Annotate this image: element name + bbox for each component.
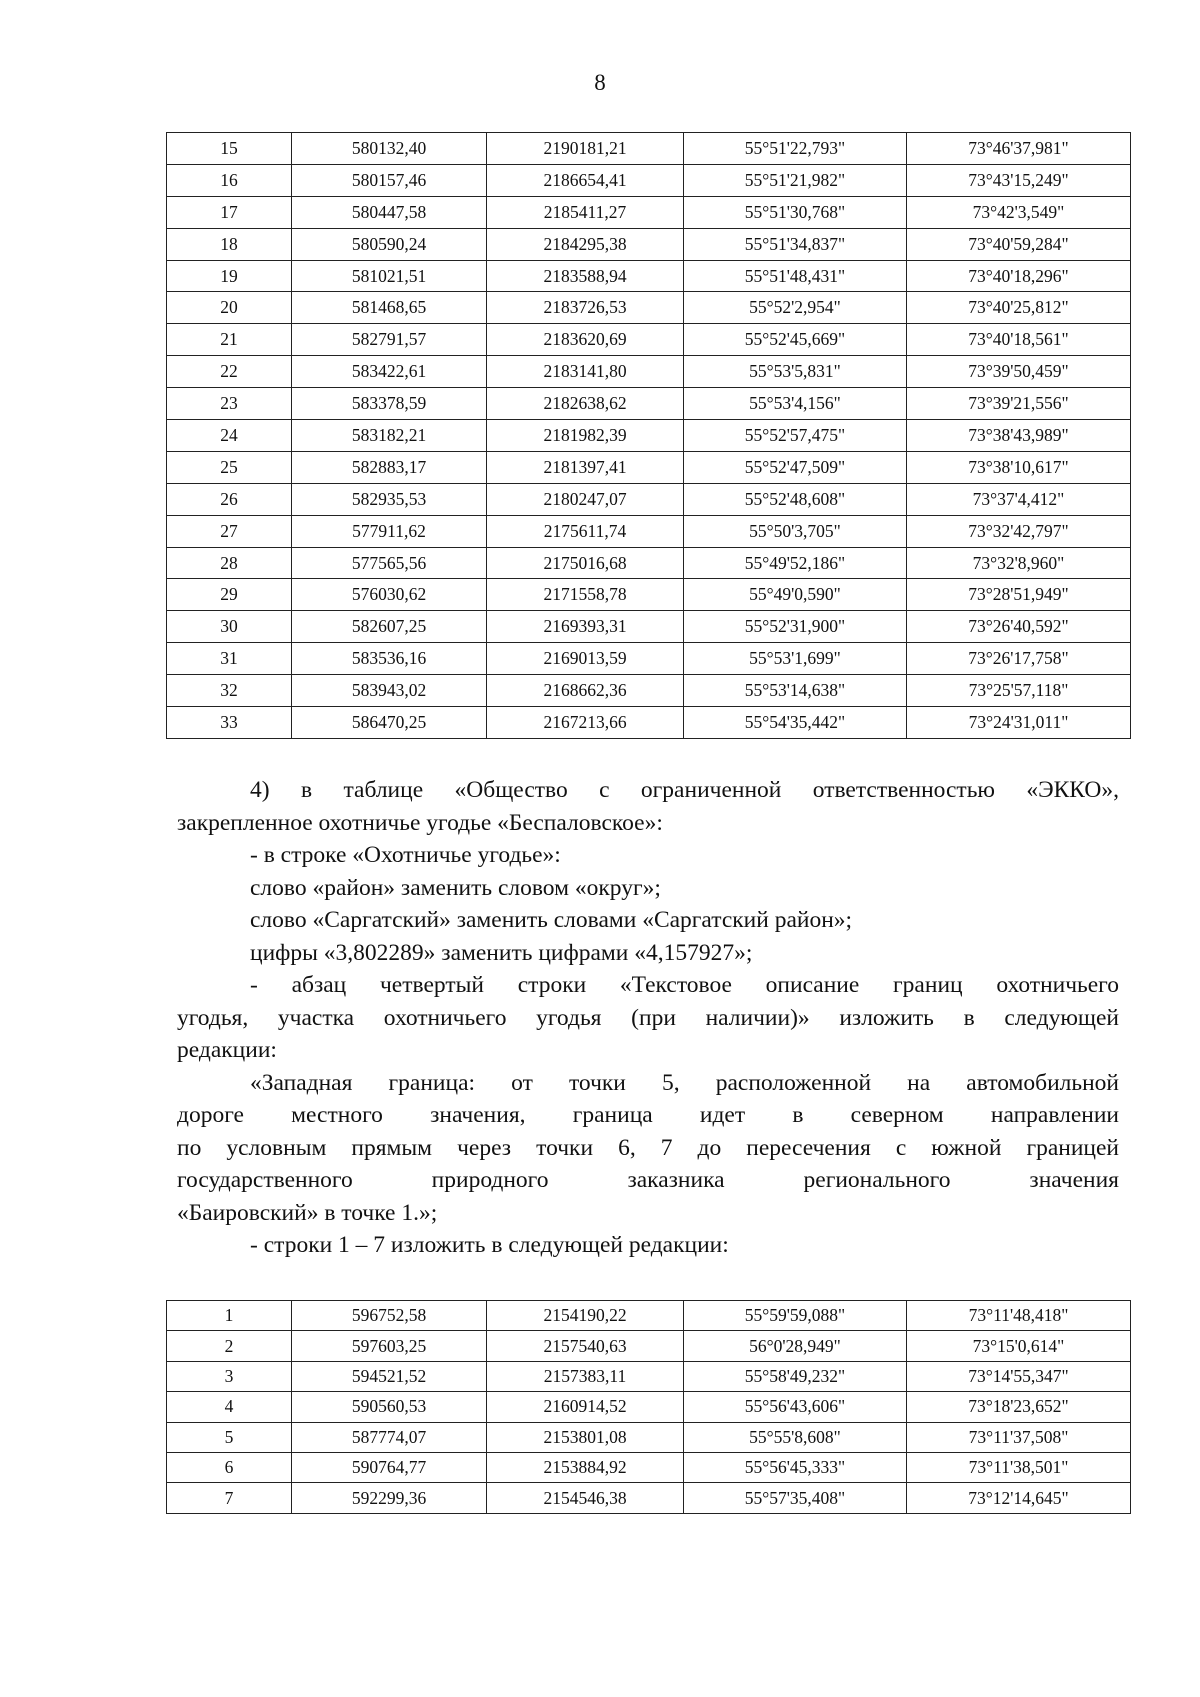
x-coordinate-cell: 580132,40 (292, 133, 487, 165)
latitude-cell: 55°53'14,638" (684, 675, 907, 707)
longitude-cell: 73°18'23,652" (907, 1392, 1131, 1422)
latitude-cell: 55°51'30,768" (684, 196, 907, 228)
longitude-cell: 73°42'3,549" (907, 196, 1131, 228)
table-row (167, 388, 1131, 420)
x-coordinate-cell: 581021,51 (292, 260, 487, 292)
y-coordinate-cell: 2180247,07 (487, 483, 684, 515)
text-line: 4) в таблице «Общество с ограниченной ответственностью «ЭККО», (250, 777, 1119, 803)
table-row (167, 260, 1131, 292)
x-coordinate-cell: 586470,25 (292, 707, 487, 739)
longitude-cell: 73°46'37,981" (907, 133, 1131, 165)
latitude-cell: 55°56'45,333" (684, 1452, 907, 1482)
y-coordinate-cell: 2185411,27 (487, 196, 684, 228)
x-coordinate-cell: 582935,53 (292, 483, 487, 515)
x-coordinate-cell: 594521,52 (292, 1361, 487, 1391)
coordinates-table-bottom (166, 1300, 1131, 1514)
x-coordinate-cell: 597603,25 (292, 1331, 487, 1361)
longitude-cell: 73°26'40,592" (907, 611, 1131, 643)
longitude-cell: 73°32'42,797" (907, 515, 1131, 547)
latitude-cell: 55°52'57,475" (684, 420, 907, 452)
y-coordinate-cell: 2157383,11 (487, 1361, 684, 1391)
x-coordinate-cell: 576030,62 (292, 579, 487, 611)
y-coordinate-cell: 2153801,08 (487, 1422, 684, 1452)
point-number-cell: 19 (167, 260, 292, 292)
latitude-cell: 55°58'49,232" (684, 1361, 907, 1391)
text-line: цифры «3,802289» заменить цифрами «4,157927»; (250, 939, 753, 966)
longitude-cell: 73°39'50,459" (907, 356, 1131, 388)
longitude-cell: 73°39'21,556" (907, 388, 1131, 420)
latitude-cell: 56°0'28,949" (684, 1331, 907, 1361)
y-coordinate-cell: 2184295,38 (487, 228, 684, 260)
table-row (167, 643, 1131, 675)
x-coordinate-cell: 583422,61 (292, 356, 487, 388)
y-coordinate-cell: 2183141,80 (487, 356, 684, 388)
point-number-cell: 7 (167, 1483, 292, 1513)
latitude-cell: 55°59'59,088" (684, 1301, 907, 1331)
longitude-cell: 73°11'37,508" (907, 1422, 1131, 1452)
longitude-cell: 73°38'10,617" (907, 451, 1131, 483)
x-coordinate-cell: 592299,36 (292, 1483, 487, 1513)
x-coordinate-cell: 587774,07 (292, 1422, 487, 1452)
paragraph (177, 904, 1119, 937)
point-number-cell: 17 (167, 196, 292, 228)
amendment-text (177, 774, 1119, 1262)
x-coordinate-cell: 582883,17 (292, 451, 487, 483)
x-coordinate-cell: 583182,21 (292, 420, 487, 452)
y-coordinate-cell: 2169393,31 (487, 611, 684, 643)
point-number-cell: 6 (167, 1452, 292, 1482)
latitude-cell: 55°49'52,186" (684, 547, 907, 579)
text-line: дороге местного значения, граница идет в северном направлении (177, 1102, 1119, 1128)
y-coordinate-cell: 2181982,39 (487, 420, 684, 452)
point-number-cell: 23 (167, 388, 292, 420)
text-line: «Западная граница: от точки 5, расположенной на автомобильной (250, 1069, 1119, 1096)
latitude-cell: 55°49'0,590" (684, 579, 907, 611)
point-number-cell: 27 (167, 515, 292, 547)
point-number-cell: 1 (167, 1301, 292, 1331)
longitude-cell: 73°11'38,501" (907, 1452, 1131, 1482)
longitude-cell: 73°37'4,412" (907, 483, 1131, 515)
paragraph (177, 872, 1119, 905)
text-line: слово «Саргатский» заменить словами «Саргатский район»; (250, 907, 853, 933)
x-coordinate-cell: 580157,46 (292, 164, 487, 196)
point-number-cell: 33 (167, 707, 292, 739)
y-coordinate-cell: 2175016,68 (487, 547, 684, 579)
table-row (167, 515, 1131, 547)
paragraph (177, 969, 1119, 1002)
y-coordinate-cell: 2171558,78 (487, 579, 684, 611)
longitude-cell: 73°38'43,989" (907, 420, 1131, 452)
latitude-cell: 55°53'4,156" (684, 388, 907, 420)
table-row (167, 164, 1131, 196)
longitude-cell: 73°11'48,418" (907, 1301, 1131, 1331)
point-number-cell: 3 (167, 1361, 292, 1391)
text-line: закрепленное охотничье угодье «Беспаловское»: (177, 809, 663, 836)
page-number: 8 (594, 70, 606, 95)
y-coordinate-cell: 2181397,41 (487, 451, 684, 483)
x-coordinate-cell: 596752,58 (292, 1301, 487, 1331)
point-number-cell: 2 (167, 1331, 292, 1361)
y-coordinate-cell: 2182638,62 (487, 388, 684, 420)
longitude-cell: 73°25'57,118" (907, 675, 1131, 707)
point-number-cell: 4 (167, 1392, 292, 1422)
x-coordinate-cell: 582791,57 (292, 324, 487, 356)
longitude-cell: 73°40'59,284" (907, 228, 1131, 260)
longitude-cell: 73°28'51,949" (907, 579, 1131, 611)
point-number-cell: 21 (167, 324, 292, 356)
point-number-cell: 18 (167, 228, 292, 260)
table-row (167, 133, 1131, 165)
paragraph (177, 839, 1119, 872)
table-row (167, 451, 1131, 483)
latitude-cell: 55°56'43,606" (684, 1392, 907, 1422)
text-line: - строки 1 – 7 изложить в следующей редакции: (250, 1232, 729, 1258)
table-row (167, 579, 1131, 611)
latitude-cell: 55°52'45,669" (684, 324, 907, 356)
text-line: слово «район» заменить словом «округ»; (250, 874, 661, 901)
y-coordinate-cell: 2183588,94 (487, 260, 684, 292)
point-number-cell: 5 (167, 1422, 292, 1452)
x-coordinate-cell: 590764,77 (292, 1452, 487, 1482)
latitude-cell: 55°53'1,699" (684, 643, 907, 675)
table-row (167, 675, 1131, 707)
paragraph (177, 807, 1119, 840)
longitude-cell: 73°40'18,561" (907, 324, 1131, 356)
latitude-cell: 55°52'2,954" (684, 292, 907, 324)
point-number-cell: 30 (167, 611, 292, 643)
point-number-cell: 25 (167, 451, 292, 483)
longitude-cell: 73°14'55,347" (907, 1361, 1131, 1391)
point-number-cell: 22 (167, 356, 292, 388)
y-coordinate-cell: 2175611,74 (487, 515, 684, 547)
longitude-cell: 73°32'8,960" (907, 547, 1131, 579)
y-coordinate-cell: 2169013,59 (487, 643, 684, 675)
x-coordinate-cell: 580447,58 (292, 196, 487, 228)
latitude-cell: 55°52'48,608" (684, 483, 907, 515)
paragraph (177, 774, 1119, 807)
table-row (167, 1392, 1131, 1422)
coordinates-table-top (166, 132, 1131, 739)
x-coordinate-cell: 580590,24 (292, 228, 487, 260)
table-row (167, 196, 1131, 228)
table-row (167, 611, 1131, 643)
paragraph (177, 1229, 1119, 1262)
x-coordinate-cell: 577911,62 (292, 515, 487, 547)
table-row (167, 1452, 1131, 1482)
latitude-cell: 55°51'22,793" (684, 133, 907, 165)
paragraph (177, 937, 1119, 970)
text-line: - в строке «Охотничье угодье»: (250, 842, 561, 868)
y-coordinate-cell: 2154190,22 (487, 1301, 684, 1331)
latitude-cell: 55°55'8,608" (684, 1422, 907, 1452)
x-coordinate-cell: 582607,25 (292, 611, 487, 643)
point-number-cell: 15 (167, 133, 292, 165)
y-coordinate-cell: 2160914,52 (487, 1392, 684, 1422)
table-row (167, 324, 1131, 356)
longitude-cell: 73°26'17,758" (907, 643, 1131, 675)
text-line: государственного природного заказника регионального значения (177, 1167, 1119, 1193)
x-coordinate-cell: 577565,56 (292, 547, 487, 579)
latitude-cell: 55°53'5,831" (684, 356, 907, 388)
table-row (167, 1331, 1131, 1361)
table-row (167, 292, 1131, 324)
longitude-cell: 73°43'15,249" (907, 164, 1131, 196)
point-number-cell: 32 (167, 675, 292, 707)
point-number-cell: 24 (167, 420, 292, 452)
latitude-cell: 55°52'47,509" (684, 451, 907, 483)
x-coordinate-cell: 583378,59 (292, 388, 487, 420)
latitude-cell: 55°50'3,705" (684, 515, 907, 547)
y-coordinate-cell: 2186654,41 (487, 164, 684, 196)
longitude-cell: 73°15'0,614" (907, 1331, 1131, 1361)
y-coordinate-cell: 2157540,63 (487, 1331, 684, 1361)
table-row (167, 228, 1131, 260)
table-row (167, 1483, 1131, 1513)
longitude-cell: 73°40'25,812" (907, 292, 1131, 324)
latitude-cell: 55°54'35,442" (684, 707, 907, 739)
latitude-cell: 55°52'31,900" (684, 611, 907, 643)
table-row (167, 1361, 1131, 1391)
y-coordinate-cell: 2183620,69 (487, 324, 684, 356)
latitude-cell: 55°51'21,982" (684, 164, 907, 196)
table-row (167, 547, 1131, 579)
point-number-cell: 16 (167, 164, 292, 196)
longitude-cell: 73°12'14,645" (907, 1483, 1131, 1513)
point-number-cell: 20 (167, 292, 292, 324)
longitude-cell: 73°24'31,011" (907, 707, 1131, 739)
y-coordinate-cell: 2154546,38 (487, 1483, 684, 1513)
text-line: угодья, участка охотничьего угодья (при наличии)» изложить в следующей (177, 1004, 1119, 1031)
latitude-cell: 55°51'48,431" (684, 260, 907, 292)
table-row (167, 483, 1131, 515)
table-row (167, 1422, 1131, 1452)
text-line: «Баировский» в точке 1.»; (177, 1199, 438, 1226)
paragraph (177, 1002, 1119, 1067)
x-coordinate-cell: 583536,16 (292, 643, 487, 675)
table-row (167, 420, 1131, 452)
longitude-cell: 73°40'18,296" (907, 260, 1131, 292)
latitude-cell: 55°57'35,408" (684, 1483, 907, 1513)
text-line: по условным прямым через точки 6, 7 до пересечения с южной границей (177, 1134, 1119, 1161)
y-coordinate-cell: 2183726,53 (487, 292, 684, 324)
paragraph (177, 1099, 1119, 1229)
paragraph (177, 1067, 1119, 1100)
point-number-cell: 31 (167, 643, 292, 675)
text-line: редакции: (177, 1037, 277, 1063)
point-number-cell: 29 (167, 579, 292, 611)
table-row (167, 707, 1131, 739)
text-line: - абзац четвертый строки «Текстовое описание границ охотничьего (250, 972, 1119, 998)
x-coordinate-cell: 581468,65 (292, 292, 487, 324)
y-coordinate-cell: 2153884,92 (487, 1452, 684, 1482)
x-coordinate-cell: 590560,53 (292, 1392, 487, 1422)
y-coordinate-cell: 2167213,66 (487, 707, 684, 739)
y-coordinate-cell: 2168662,36 (487, 675, 684, 707)
table-row (167, 356, 1131, 388)
latitude-cell: 55°51'34,837" (684, 228, 907, 260)
point-number-cell: 26 (167, 483, 292, 515)
point-number-cell: 28 (167, 547, 292, 579)
x-coordinate-cell: 583943,02 (292, 675, 487, 707)
table-row (167, 1301, 1131, 1331)
y-coordinate-cell: 2190181,21 (487, 133, 684, 165)
